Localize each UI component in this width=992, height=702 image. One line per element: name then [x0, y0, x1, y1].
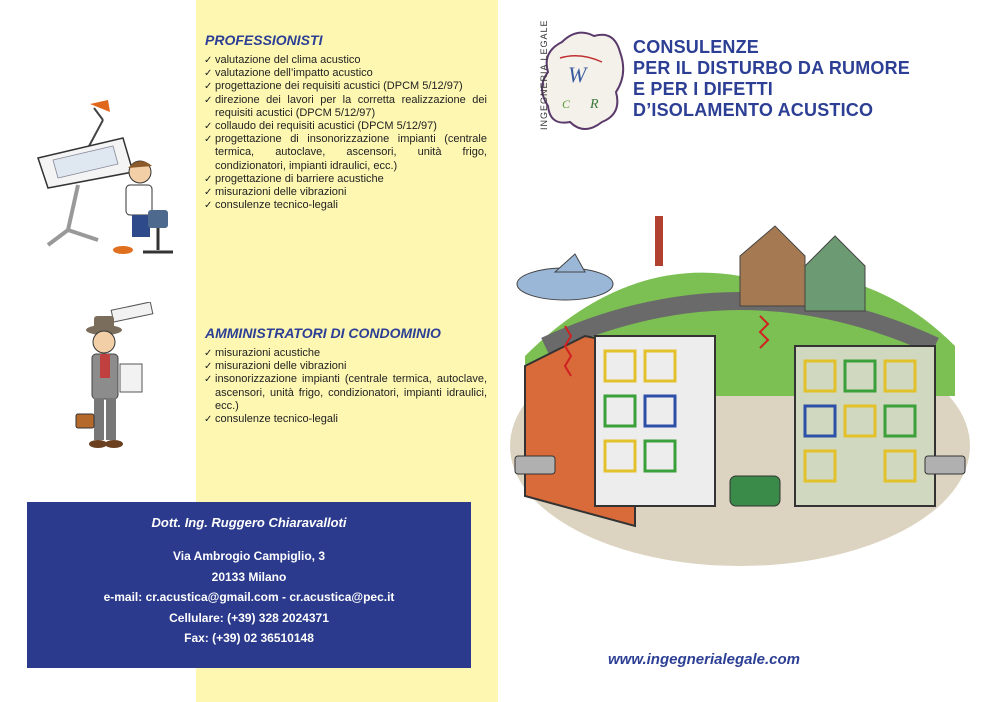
administrator-illustration	[70, 302, 160, 457]
list-item: ✓ direzione dei lavori per la corretta realizzazione dei requisiti acustici (DPCM 5/12/97)	[205, 94, 487, 120]
administrators-section	[205, 325, 487, 426]
headline-line: PER IL DISTURBO DA RUMORE	[633, 58, 911, 78]
list-item: ✓ consulenze tecnico-legali	[205, 199, 487, 212]
svg-text:R: R	[590, 97, 599, 112]
list-item: ✓ collaudo dei requisiti acustici (DPCM 5/12/97)	[205, 120, 487, 133]
headline-line: D’ISOLAMENTO ACUSTICO	[633, 100, 874, 120]
list-item: ✓ misurazioni delle vibrazioni	[205, 186, 487, 199]
list-item: ✓ insonorizzazione impianti (centrale termica, autoclave, ascensori, unità frigo, condizionatori, impianti idraulici, ecc.)	[205, 373, 487, 413]
list-item: ✓ misurazioni acustiche	[205, 347, 487, 360]
contact-box	[27, 502, 471, 668]
drafting-engineer-illustration	[28, 100, 188, 265]
website-link[interactable]: www.ingegnerialegale.com	[608, 651, 800, 668]
contact-email[interactable]: e-mail: cr.acustica@gmail.com - cr.acustica@pec.it	[103, 590, 395, 604]
city-noise-illustration	[505, 196, 975, 572]
contact-name: Dott. Ing. Ruggero Chiaravalloti	[151, 515, 347, 530]
list-item: ✓ valutazione del clima acustico	[205, 54, 487, 67]
headline-line: CONSULENZE	[633, 37, 760, 57]
svg-text:C: C	[562, 97, 571, 111]
contact-address: Via Ambrogio Campiglio, 3	[172, 549, 326, 563]
list-item: ✓ misurazioni delle vibrazioni	[205, 360, 487, 373]
administrators-title: AMMINISTRATORI DI CONDOMINIO	[205, 325, 441, 341]
list-item: ✓ progettazione dei requisiti acustici (DPCM 5/12/97)	[205, 80, 487, 93]
professionals-section	[205, 32, 487, 212]
administrators-list	[205, 347, 487, 426]
headline-line: E PER I DIFETTI	[633, 79, 774, 99]
professionals-title: PROFESSIONISTI	[205, 32, 323, 48]
list-item: ✓ valutazione dell’impatto acustico	[205, 67, 487, 80]
list-item: ✓ progettazione di insonorizzazione impianti (centrale termica, autoclave, ascensori, unità frigo, condizionatori, impianti idraulici, ecc.)	[205, 133, 487, 173]
list-item: ✓ consulenze tecnico-legali	[205, 413, 487, 426]
logo-text: INGEGNERIA LEGALE	[539, 19, 549, 130]
list-item: ✓ progettazione di barriere acustiche	[205, 173, 487, 186]
contact-city: 20133 Milano	[211, 569, 287, 584]
headline	[633, 37, 973, 121]
contact-mobile: Cellulare: (+39) 328 2024371	[169, 610, 329, 625]
svg-text:W: W	[568, 62, 587, 87]
contact-fax: Fax: (+39) 02 36510148	[184, 631, 314, 645]
professionals-list	[205, 54, 487, 212]
